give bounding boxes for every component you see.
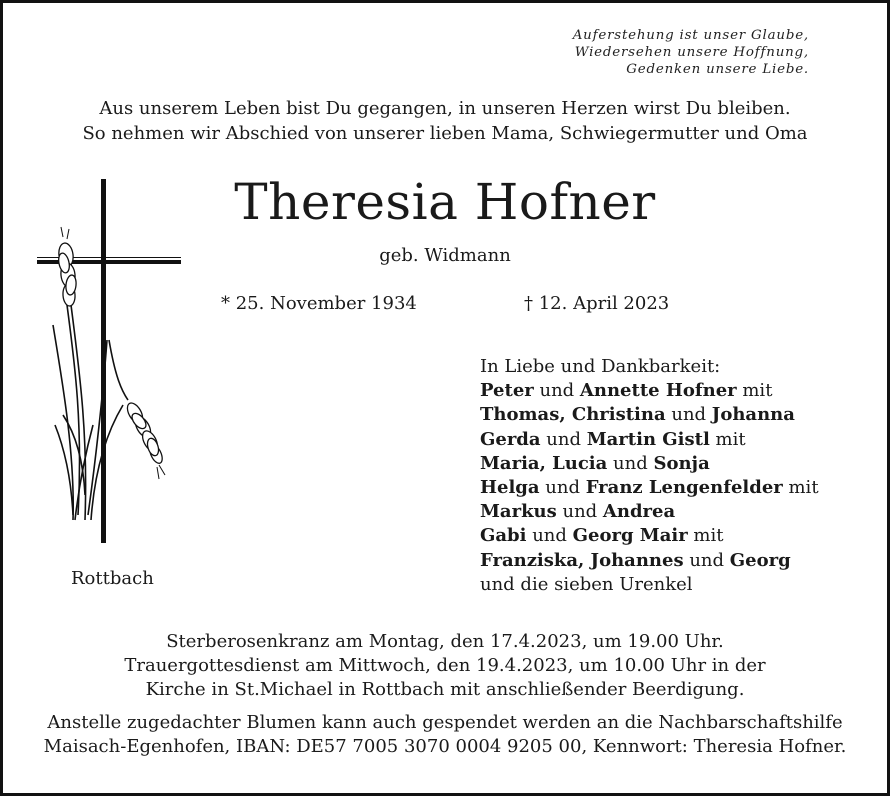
place-name: Rottbach bbox=[71, 568, 154, 589]
mourner-name: Thomas, Christina bbox=[480, 404, 666, 426]
mourner-name: Martin Gistl bbox=[586, 428, 710, 450]
mourner-name: Markus bbox=[480, 501, 557, 523]
mourner-name: Georg bbox=[729, 549, 791, 571]
mourner-name: Gabi bbox=[480, 525, 527, 547]
connector-text: und bbox=[533, 380, 580, 402]
mourner-line bbox=[480, 452, 870, 476]
connector-text: mit bbox=[782, 477, 819, 499]
mourner-name: Peter bbox=[480, 380, 534, 402]
connector-text: und bbox=[556, 501, 603, 523]
mourner-name: Johanna bbox=[711, 404, 795, 426]
mourner-name: Franziska, Johannes bbox=[480, 549, 684, 571]
service-line: Sterberosenkranz am Montag, den 17.4.2023, um 19.00 Uhr. bbox=[166, 631, 724, 652]
connector-text: und bbox=[665, 404, 712, 426]
mourner-line bbox=[480, 500, 870, 524]
mourner-name: Franz Lengenfelder bbox=[585, 477, 783, 499]
birth-name: geb. Widmann bbox=[379, 245, 511, 266]
mourner-name: Andrea bbox=[602, 501, 676, 523]
connector-text: mit bbox=[736, 380, 773, 402]
connector-text: und bbox=[683, 549, 730, 571]
motto bbox=[449, 27, 809, 78]
donation-line: Maisach-Egenhofen, IBAN: DE57 7005 3070 0004 9205 00, Kennwort: Theresia Hofner. bbox=[43, 736, 847, 757]
death-date: † 12. April 2023 bbox=[524, 293, 670, 314]
motto-line: Wiedersehen unsere Hoffnung, bbox=[574, 45, 809, 60]
intro-line: Aus unserem Leben bist Du gegangen, in unseren Herzen wirst Du bleiben. bbox=[99, 98, 791, 119]
mourner-line bbox=[480, 379, 870, 403]
donation-line: Anstelle zugedachter Blumen kann auch gespendet werden an die Nachbarschaftshilfe bbox=[47, 712, 843, 733]
donation-note bbox=[3, 711, 887, 759]
mourner-name: Annette Hofner bbox=[579, 380, 737, 402]
mourners-list bbox=[480, 355, 870, 597]
connector-text: mit bbox=[687, 525, 724, 547]
mourner-line bbox=[480, 549, 870, 573]
service-details bbox=[3, 630, 887, 702]
mourner-line bbox=[480, 428, 870, 452]
intro-line: So nehmen wir Abschied von unserer lieben Mama, Schwiegermutter und Oma bbox=[82, 123, 808, 144]
cross-with-wheat-icon bbox=[33, 175, 193, 551]
mourners-closing: und die sieben Urenkel bbox=[480, 573, 693, 595]
connector-text: und bbox=[607, 452, 654, 474]
mourner-name: Georg Mair bbox=[572, 525, 688, 547]
deceased-name: Theresia Hofner bbox=[234, 173, 656, 231]
connector-text: mit bbox=[709, 428, 746, 450]
connector-text: und bbox=[539, 477, 586, 499]
mourner-name: Gerda bbox=[480, 428, 541, 450]
mourner-name: Maria, Lucia bbox=[480, 452, 608, 474]
mourner-line bbox=[480, 476, 870, 500]
motto-line: Gedenken unsere Liebe. bbox=[626, 62, 809, 77]
mourner-line bbox=[480, 403, 870, 427]
mourner-name: Sonja bbox=[653, 452, 710, 474]
service-line: Kirche in St.Michael in Rottbach mit anschließender Beerdigung. bbox=[145, 679, 745, 700]
mourners-intro: In Liebe und Dankbarkeit: bbox=[480, 356, 721, 377]
birth-date: * 25. November 1934 bbox=[221, 293, 417, 314]
mourner-name: Helga bbox=[480, 477, 540, 499]
connector-text: und bbox=[526, 525, 573, 547]
mourner-line bbox=[480, 524, 870, 548]
service-line: Trauergottesdienst am Mittwoch, den 19.4.2023, um 10.00 Uhr in der bbox=[124, 655, 766, 676]
connector-text: und bbox=[540, 428, 587, 450]
intro-text bbox=[3, 96, 887, 146]
motto-line: Auferstehung ist unser Glaube, bbox=[572, 28, 809, 43]
